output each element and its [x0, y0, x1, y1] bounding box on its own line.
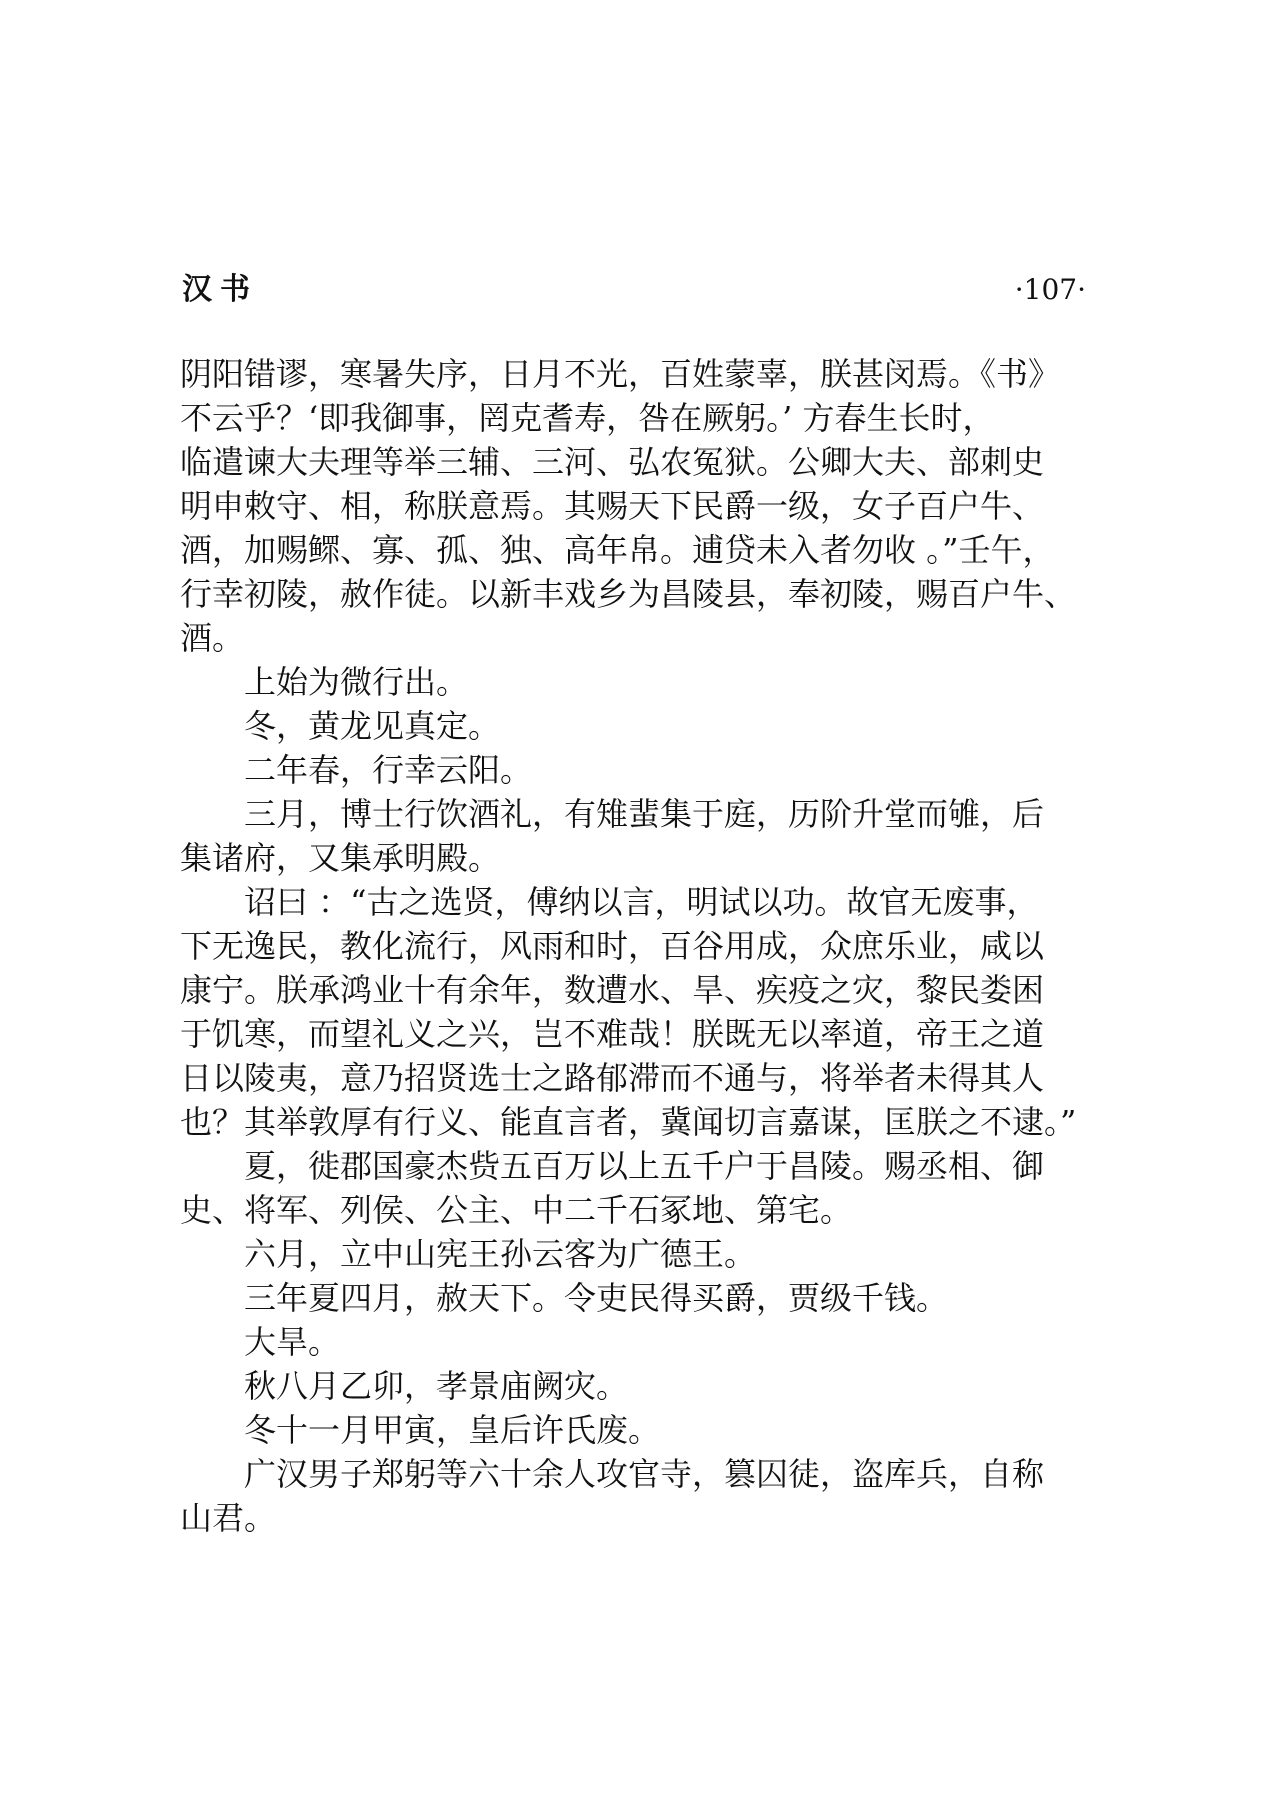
- body-text: [180, 352, 1100, 1540]
- text-line: 日以陵夷，意乃招贤选士之路郁滞而不通与，将举者未得其人: [180, 1059, 1045, 1097]
- text-line: 临遣谏大夫理等举三辅、三河、弘农冤狱。公卿大夫、部刺史: [180, 443, 1045, 481]
- book-title: 汉书: [182, 272, 258, 307]
- paragraph-line: 三年夏四月，赦天下。令吏民得买爵，贾级千钱。: [244, 1279, 949, 1317]
- text-line: 山君。: [180, 1499, 277, 1537]
- paragraph-line: 秋八月乙卯，孝景庙阙灾。: [244, 1367, 629, 1405]
- text-line: 康宁。朕承鸿业十有余年，数遭水、旱、疾疫之灾，黎民娄困: [180, 971, 1045, 1009]
- text-line: 阴阳错谬，寒暑失序，日月不光，百姓蒙辜，朕甚闵焉。《书》: [180, 355, 1061, 393]
- paragraph-line: 二年春，行幸云阳。: [244, 751, 533, 789]
- paragraph-line: 广汉男子郑躬等六十余人攻官寺，篡囚徒，盗库兵，自称: [244, 1455, 1045, 1493]
- text-line: 行幸初陵，赦作徒。以新丰戏乡为昌陵县，奉初陵，赐百户牛、: [180, 575, 1077, 613]
- text-line: 下无逸民，教化流行，风雨和时，百谷用成，众庶乐业，咸以: [180, 927, 1045, 965]
- paragraph-line: 冬十一月甲寅，皇后许氏废。: [244, 1411, 661, 1449]
- paragraph-line: 诏曰 ：“古之选贤，傅纳以言，明试以功。故官无废事，: [244, 883, 1039, 921]
- text-line: 也？其举敦厚有行义、能直言者，冀闻切言嘉谋，匡朕之不逮。”: [180, 1103, 1077, 1141]
- paragraph-line: 夏，徙郡国豪杰赀五百万以上五千户于昌陵。赐丞相、御: [244, 1147, 1045, 1185]
- text-line: 于饥寒，而望礼义之兴，岂不难哉！朕既无以率道，帝王之道: [180, 1015, 1045, 1053]
- running-head: [182, 268, 1086, 312]
- paragraph-line: 冬，黄龙见真定。: [244, 707, 501, 745]
- page-number: ·107·: [1014, 273, 1086, 306]
- text-line: 集诸府，又集承明殿。: [180, 839, 501, 877]
- paragraph-line: 上始为微行出。: [244, 663, 469, 701]
- text-line: 酒。: [180, 619, 245, 657]
- text-line: 明申敕守、相，称朕意焉。其赐天下民爵一级，女子百户牛、: [180, 487, 1045, 525]
- paragraph-line: 大旱。: [244, 1323, 341, 1361]
- paragraph-line: 六月，立中山宪王孙云客为广德王。: [244, 1235, 757, 1273]
- text-line: 不云乎？‘即我御事，罔克耆寿，咎在厥躬。’ 方春生长时，: [180, 399, 995, 437]
- text-line: 史、将军、列侯、公主、中二千石冢地、第宅。: [180, 1191, 853, 1229]
- text-line: 酒，加赐鳏、寡、孤、独、高年帛。逋贷未入者勿收 。”壬午，: [180, 531, 1055, 569]
- paragraph-line: 三月，博士行饮酒礼，有雉蜚集于庭，历阶升堂而雊，后: [244, 795, 1045, 833]
